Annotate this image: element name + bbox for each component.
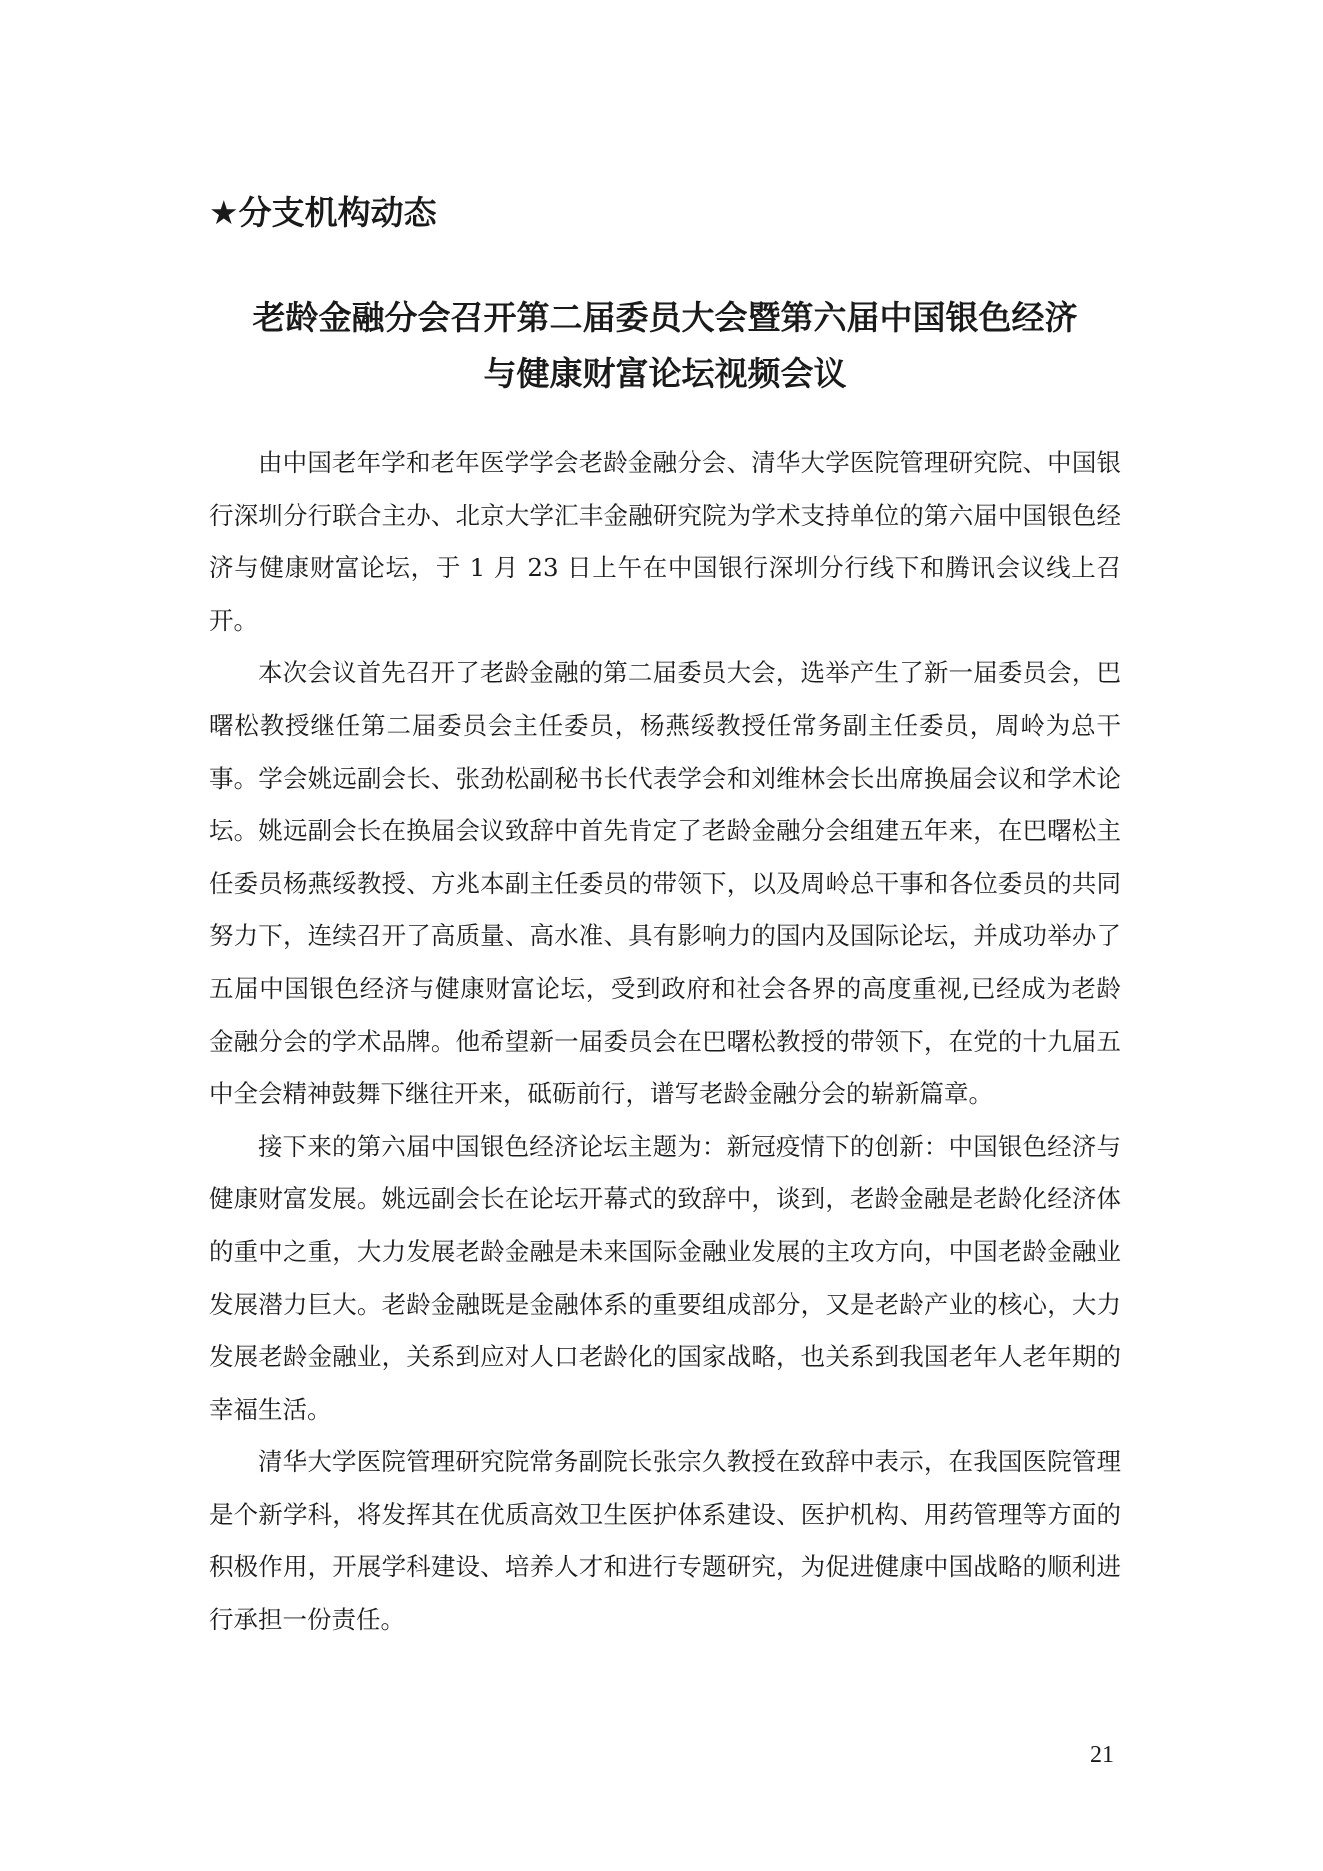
article-title-line-1: 老龄金融分会召开第二届委员大会暨第六届中国银色经济 (252, 298, 1078, 337)
section-heading: ★分支机构动态 (209, 193, 437, 232)
paragraph-4: 清华大学医院管理研究院常务副院长张宗久教授在致辞中表示，在我国医院管理是个新学科，将发挥其在优质高效卫生医护体系建设、医护机构、用药管理等方面的积极作用，开展学科建设、培养人才和进行专题研究，为促进健康中国战略的顺利进行承担一份责任。 (209, 1447, 1121, 1635)
paragraph-2: 本次会议首先召开了老龄金融的第二届委员大会，选举产生了新一届委员会，巴曙松教授继任第二届委员会主任委员，杨燕绥教授任常务副主任委员，周岭为总干事。学会姚远副会长、张劲松副秘书长代表学会和刘维林会长出席换届会议和学术论坛。姚远副会长在换届会议致辞中首先肯定了老龄金融分会组建五年来，在巴曙松主任委员杨燕绥教授、方兆本副主任委员的带领下，以及周岭总干事和各位委员的共同努力下，连续召开了高质量、高水准、具有影响力的国内及国际论坛，并成功举办了五届中国银色经济与健康财富论坛，受到政府和社会各界的高度重视,已经成为老龄金融分会的学术品牌。他希望新一届委员会在巴曙松教授的带领下，在党的十九届五中全会精神鼓舞下继往开来，砥砺前行，谱写老龄金融分会的崭新篇章。 (209, 658, 1121, 1109)
paragraph-3: 接下来的第六届中国银色经济论坛主题为：新冠疫情下的创新：中国银色经济与健康财富发展。姚远副会长在论坛开幕式的致辞中，谈到，老龄金融是老龄化经济体的重中之重，大力发展老龄金融是未来国际金融业发展的主攻方向，中国老龄金融业发展潜力巨大。老龄金融既是金融体系的重要组成部分，又是老龄产业的核心，大力发展老龄金融业，关系到应对人口老龄化的国家战略，也关系到我国老年人老年期的幸福生活。 (209, 1131, 1121, 1424)
page-number: 21 (1090, 1742, 1114, 1768)
article-title (209, 290, 1121, 402)
paragraph-1: 由中国老年学和老年医学学会老龄金融分会、清华大学医院管理研究院、中国银行深圳分行联合主办、北京大学汇丰金融研究院为学术支持单位的第六届中国银色经济与健康财富论坛，于 1 月 23 日上午在中国银行深圳分行线下和腾讯会议线上召开。 (209, 448, 1121, 635)
article-body (209, 437, 1121, 1647)
article-title-line-2: 与健康财富论坛视频会议 (483, 354, 847, 393)
